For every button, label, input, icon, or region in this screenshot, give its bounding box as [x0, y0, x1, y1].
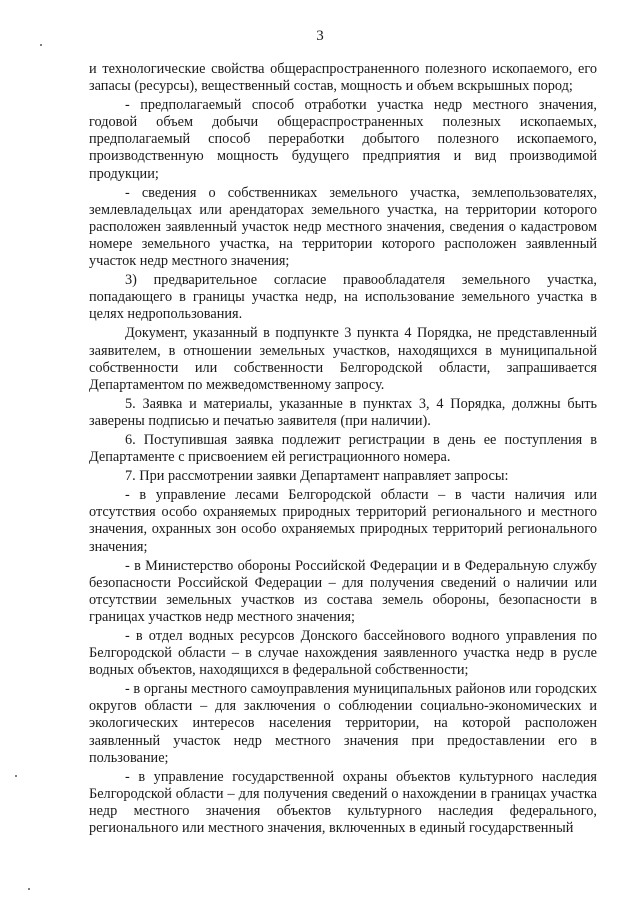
paragraph: - в управление лесами Белгородской области – в части наличия или отсутствия особо охраняемых природных территорий регионального и местного значения, охранных зон особо охраняемых природных территорий регионального значения;	[89, 487, 597, 555]
paragraph: 6. Поступившая заявка подлежит регистрации в день ее поступления в Департаменте с присвоением ей регистрационного номера.	[89, 431, 597, 466]
scan-speck	[40, 44, 42, 46]
paragraph: Документ, указанный в подпункте 3 пункта 4 Порядка, не представленный заявителем, в отношении земельных участков, находящихся в муниципальной собственности или собственности Белгородской области, запрашивается Департаментом по межведомственному запросу.	[89, 325, 597, 393]
document-body	[89, 61, 597, 839]
paragraph: - в отдел водных ресурсов Донского бассейнового водного управления по Белгородской области – в случае нахождения заявленного участка недр в русле водных объектов, находящихся в федеральной собственности;	[89, 628, 597, 679]
paragraph: - в Министерство обороны Российской Федерации и в Федеральную службу безопасности Российской Федерации – для получения сведений о наличии или отсутствии земельных участков из состава земель обороны, безопасности в границах участков недр местного значения;	[89, 557, 597, 625]
paragraph: 3) предварительное согласие правообладателя земельного участка, попадающего в границы участка недр, на использование земельного участка в целях недропользования.	[89, 272, 597, 323]
paragraph: - сведения о собственниках земельного участка, землепользователях, землевладельцах или арендаторах земельного участка, на территории которого расположен заявленный участок недр местного значения, сведения о кадастровом номере земельного участка, на территории которого расположен заявленный участок недр местного значения;	[89, 184, 597, 270]
paragraph: - в управление государственной охраны объектов культурного наследия Белгородской области – для получения сведений о нахождении в границах участка недр местного значения объектов культурного наследия федерального, регионального или местного значения, включенных в единый государственный	[89, 768, 597, 837]
scan-speck	[15, 775, 17, 777]
page-number: 3	[316, 28, 324, 44]
paragraph: - предполагаемый способ отработки участка недр местного значения, годовой объем добычи общераспространенных полезных ископаемых, предполагаемый способ переработки добытого полезного ископаемого, производственную мощность будущего предприятия и вид производимой продукции;	[89, 97, 597, 182]
scan-speck	[28, 888, 30, 890]
paragraph: 7. При рассмотрении заявки Департамент направляет запросы:	[125, 468, 509, 485]
paragraph: и технологические свойства общераспространенного полезного ископаемого, его запасы (ресурсы), вещественный состав, мощность и объем вскрышных пород;	[89, 61, 597, 95]
paragraph: - в органы местного самоуправления муниципальных районов или городских округов области – для заключения о соблюдении социально-экономических и экологических интересов населения территории, на которой расположен заявленный участок недр местного значения при предоставлении его в пользование;	[89, 681, 597, 766]
paragraph: 5. Заявка и материалы, указанные в пунктах 3, 4 Порядка, должны быть заверены подписью и печатью заявителя (при наличии).	[89, 395, 597, 429]
